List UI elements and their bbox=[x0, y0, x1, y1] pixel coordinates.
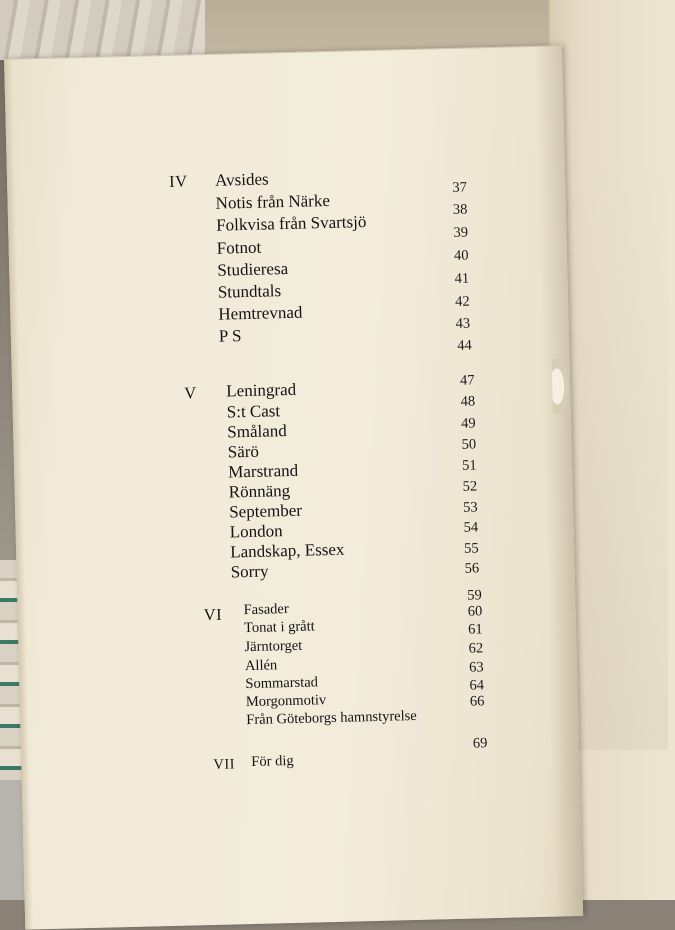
toc-page-number: 61 bbox=[467, 621, 483, 638]
toc-title: Tonat i grått bbox=[243, 618, 315, 637]
section-numeral: VII bbox=[213, 756, 236, 773]
toc-title: Marstrand bbox=[228, 460, 299, 482]
toc-page-number: 62 bbox=[468, 640, 484, 657]
toc-title: Sorry bbox=[230, 561, 269, 582]
toc-page-number: 38 bbox=[452, 201, 468, 218]
toc-page-number: 47 bbox=[459, 372, 475, 389]
toc-title: Från Göteborgs hamnstyrelse bbox=[246, 707, 417, 729]
toc-title: Stundtals bbox=[217, 281, 282, 302]
toc-title: Folkvisa från Svartsjö bbox=[215, 212, 367, 235]
toc-title: Rönnäng bbox=[228, 480, 291, 502]
toc-page-number: 69 bbox=[472, 735, 488, 752]
toc-title: För dig bbox=[251, 752, 294, 771]
toc-page-number: 40 bbox=[453, 247, 469, 264]
toc-page-number: 52 bbox=[462, 478, 478, 495]
toc-page-number: 55 bbox=[463, 540, 479, 557]
toc-title: P S bbox=[218, 326, 242, 346]
toc-page-number: 41 bbox=[454, 270, 470, 287]
toc-page-number: 37 bbox=[452, 179, 468, 196]
toc-title: Allén bbox=[244, 657, 278, 675]
section-numeral: V bbox=[184, 383, 197, 403]
toc-title: Fotnot bbox=[216, 237, 262, 258]
toc-title: September bbox=[228, 500, 303, 522]
toc-title: S:t Cast bbox=[226, 401, 281, 422]
toc-page-number: 60 bbox=[467, 603, 483, 620]
toc-page-number: 54 bbox=[463, 519, 479, 536]
toc-page-number: 66 bbox=[469, 693, 485, 710]
toc-title: London bbox=[229, 521, 283, 542]
toc-page-number: 64 bbox=[469, 677, 485, 694]
toc-page-number: 49 bbox=[460, 415, 476, 432]
section-numeral: VI bbox=[203, 604, 223, 625]
toc-title: Studieresa bbox=[217, 258, 289, 280]
toc-title: Notis från Närke bbox=[215, 190, 331, 213]
toc-title: Fasader bbox=[243, 601, 289, 619]
toc-page-number: 48 bbox=[460, 393, 476, 410]
book-page bbox=[4, 45, 583, 929]
toc-page-number: 42 bbox=[454, 293, 470, 310]
toc-title: Småland bbox=[227, 421, 287, 442]
toc-page-number: 43 bbox=[455, 315, 471, 332]
toc-page-number: 44 bbox=[457, 337, 472, 354]
toc-page-number: 51 bbox=[461, 457, 477, 474]
background-books bbox=[0, 0, 215, 60]
toc-page-number: 63 bbox=[468, 659, 484, 676]
toc-page-number: 50 bbox=[461, 436, 477, 453]
toc-title: Morgonmotiv bbox=[245, 692, 327, 711]
toc-title: Särö bbox=[227, 441, 260, 462]
toc-title: Landskap, Essex bbox=[229, 539, 345, 562]
toc-title: Avsides bbox=[214, 169, 269, 190]
toc-page-number: 39 bbox=[453, 224, 469, 241]
toc-page-number: 59 bbox=[467, 587, 483, 604]
toc-title: Järntorget bbox=[244, 637, 303, 656]
toc-page-number: 53 bbox=[462, 499, 478, 516]
toc-title: Hemtrevnad bbox=[218, 302, 303, 324]
toc-page-number: 56 bbox=[464, 560, 480, 577]
toc-title: Leningrad bbox=[226, 379, 297, 401]
toc-title: Sommarstad bbox=[245, 674, 319, 693]
page-tear bbox=[552, 358, 569, 414]
section-numeral: IV bbox=[168, 171, 188, 191]
